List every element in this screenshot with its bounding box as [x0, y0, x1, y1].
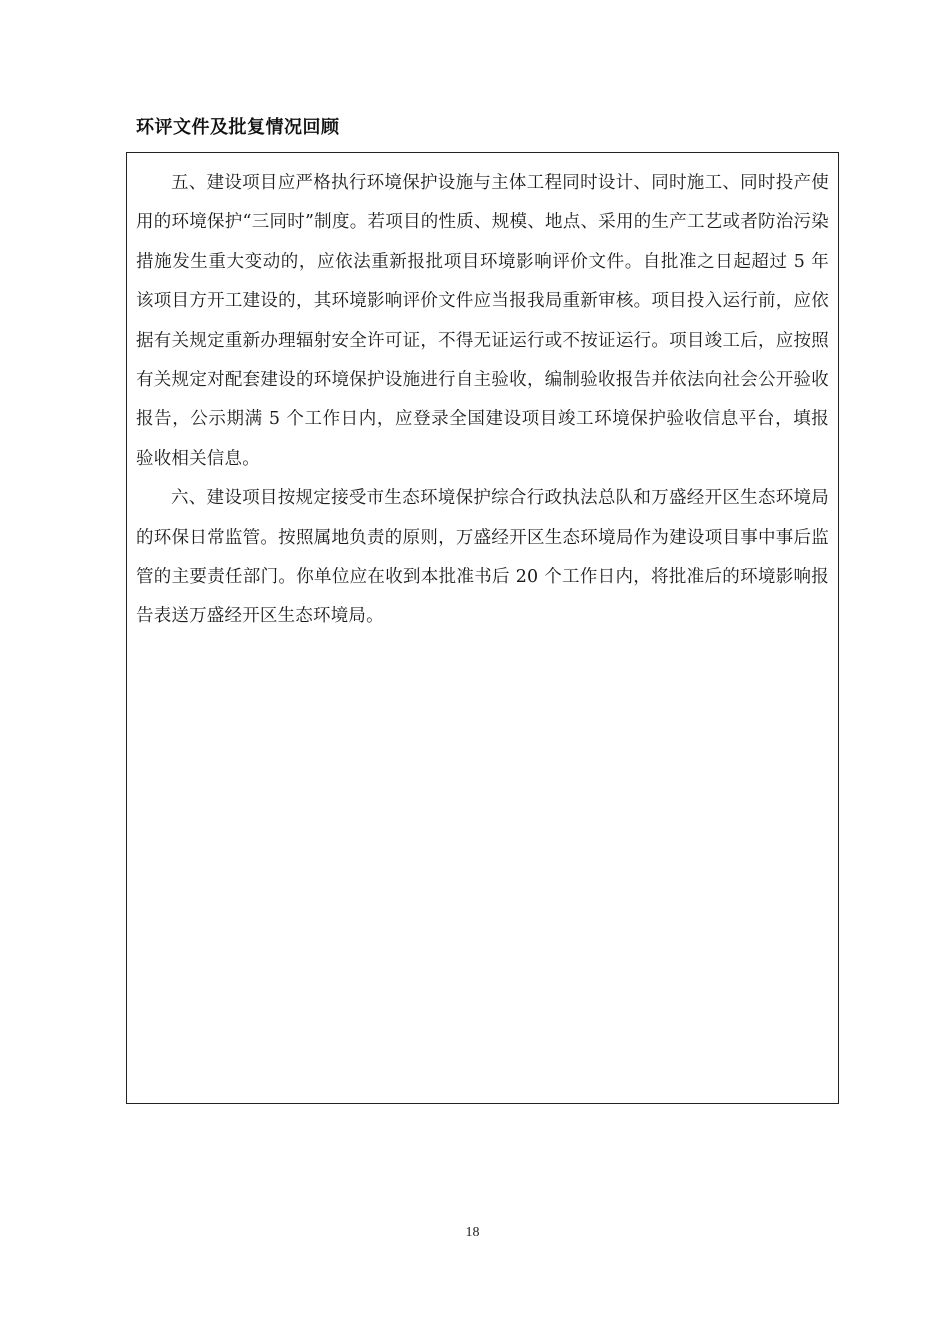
page-number: 18 — [465, 1225, 480, 1240]
content-body — [127, 153, 838, 637]
section-heading: 环评文件及批复情况回顾 — [136, 117, 340, 138]
paragraph-item-six: 六、建设项目按规定接受市生态环境保护综合行政执法总队和万盛经开区生态环境局的环保日常监管。按照属地负责的原则，万盛经开区生态环境局作为建设项目事中事后监管的主要责任部门。你单位应在收到本批准书后 20 个工作日内，将批准后的环境影响报告表送万盛经开区生态环境局。 — [136, 488, 829, 627]
content-table-cell — [126, 152, 839, 1104]
paragraph-item-five: 五、建设项目应严格执行环境保护设施与主体工程同时设计、同时施工、同时投产使用的环境保护“三同时”制度。若项目的性质、规模、地点、采用的生产工艺或者防治污染措施发生重大变动的，应依法重新报批项目环境影响评价文件。自批准之日起超过 5 年该项目方开工建设的，其环境影响评价文件应当报我局重新审核。项目投入运行前，应依据有关规定重新办理辐射安全许可证，不得无证运行或不按证运行。项目竣工后，应按照有关规定对配套建设的环境保护设施进行自主验收，编制验收报告并依法向社会公开验收报告，公示期满 5 个工作日内，应登录全国建设项目竣工环境保护验收信息平台，填报验收相关信息。 — [136, 173, 829, 469]
